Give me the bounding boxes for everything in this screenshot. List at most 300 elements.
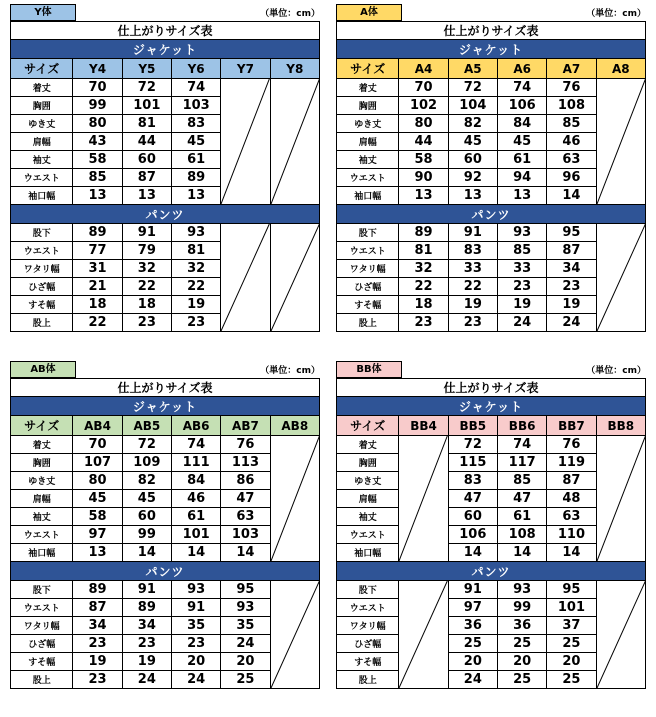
section-row <box>337 562 646 581</box>
measure-value: 13 <box>73 544 122 562</box>
measure-label: ゆき丈 <box>337 115 399 133</box>
measure-label: 着丈 <box>11 79 73 97</box>
measure-value: 24 <box>221 635 270 653</box>
measure-value: 23 <box>171 314 220 332</box>
measure-value: 101 <box>547 599 596 617</box>
na-cell <box>399 436 448 562</box>
measure-value: 80 <box>73 472 122 490</box>
measure-value: 91 <box>448 581 497 599</box>
measure-value: 23 <box>399 314 448 332</box>
size-header: A4 <box>399 59 448 79</box>
measure-label: ウエスト <box>337 599 399 617</box>
measure-value: 24 <box>171 671 220 689</box>
measure-label: 袖丈 <box>337 151 399 169</box>
measure-label: ゆき丈 <box>337 472 399 490</box>
pants-header: パンツ <box>11 205 320 224</box>
measure-value: 93 <box>171 581 220 599</box>
size-table <box>336 378 646 689</box>
size-table <box>10 378 320 689</box>
size-header: BB5 <box>448 416 497 436</box>
measure-label: 肩幅 <box>337 133 399 151</box>
measure-value: 46 <box>171 490 220 508</box>
measure-value: 23 <box>497 278 546 296</box>
measure-value: 89 <box>171 169 220 187</box>
measure-label: ウエスト <box>11 169 73 187</box>
measure-value: 106 <box>448 526 497 544</box>
size-block-y <box>10 2 320 332</box>
measure-value: 19 <box>547 296 596 314</box>
measure-value: 85 <box>547 115 596 133</box>
measure-row <box>11 436 320 454</box>
measure-label: すそ幅 <box>337 653 399 671</box>
measure-value: 14 <box>547 544 596 562</box>
measure-value: 13 <box>73 187 122 205</box>
body-type-tag: Y体 <box>10 4 76 21</box>
measure-label: 股上 <box>11 671 73 689</box>
measure-value: 90 <box>399 169 448 187</box>
size-label: サイズ <box>337 59 399 79</box>
measure-value: 14 <box>497 544 546 562</box>
measure-value: 35 <box>171 617 220 635</box>
measure-value: 99 <box>122 526 171 544</box>
measure-value: 76 <box>547 79 596 97</box>
measure-value: 21 <box>73 278 122 296</box>
measure-value: 36 <box>497 617 546 635</box>
measure-value: 74 <box>497 436 546 454</box>
measure-value: 22 <box>122 278 171 296</box>
unit-label: （単位：cm） <box>260 366 320 376</box>
measure-value: 91 <box>171 599 220 617</box>
measure-value: 103 <box>221 526 270 544</box>
size-header: Y4 <box>73 59 122 79</box>
measure-label: 股上 <box>11 314 73 332</box>
measure-value: 61 <box>497 508 546 526</box>
size-header: BB4 <box>399 416 448 436</box>
size-header: AB4 <box>73 416 122 436</box>
measure-value: 81 <box>122 115 171 133</box>
measure-value: 94 <box>497 169 546 187</box>
measure-value: 82 <box>448 115 497 133</box>
title-row <box>11 22 320 40</box>
size-label: サイズ <box>337 416 399 436</box>
measure-value: 61 <box>497 151 546 169</box>
measure-row <box>11 79 320 97</box>
measure-value: 97 <box>448 599 497 617</box>
measure-label: 袖丈 <box>337 508 399 526</box>
measure-label: 肩幅 <box>11 133 73 151</box>
measure-label: ワタリ幅 <box>337 260 399 278</box>
measure-value: 89 <box>122 599 171 617</box>
na-cell <box>270 581 319 689</box>
measure-value: 24 <box>497 314 546 332</box>
measure-value: 22 <box>73 314 122 332</box>
measure-value: 72 <box>448 79 497 97</box>
size-header-row <box>337 59 646 79</box>
measure-value: 45 <box>171 133 220 151</box>
measure-value: 97 <box>73 526 122 544</box>
measure-value: 117 <box>497 454 546 472</box>
measure-value: 23 <box>122 635 171 653</box>
na-cell <box>221 79 270 205</box>
measure-value: 18 <box>122 296 171 314</box>
measure-value: 46 <box>547 133 596 151</box>
measure-label: 股下 <box>11 224 73 242</box>
na-cell <box>270 79 319 205</box>
measure-value: 32 <box>171 260 220 278</box>
measure-value: 107 <box>73 454 122 472</box>
measure-label: ゆき丈 <box>11 472 73 490</box>
measure-value: 95 <box>221 581 270 599</box>
measure-value: 89 <box>73 581 122 599</box>
size-header: A5 <box>448 59 497 79</box>
measure-value: 44 <box>399 133 448 151</box>
measure-value: 58 <box>73 151 122 169</box>
measure-value: 85 <box>73 169 122 187</box>
measure-value: 60 <box>448 151 497 169</box>
measure-value: 24 <box>122 671 171 689</box>
body-type-tag: AB体 <box>10 361 76 378</box>
na-cell <box>399 581 448 689</box>
measure-value: 32 <box>399 260 448 278</box>
measure-label: ウエスト <box>337 169 399 187</box>
measure-label: 袖口幅 <box>337 187 399 205</box>
diagonal-slash <box>399 436 447 561</box>
measure-value: 96 <box>547 169 596 187</box>
table-title: 仕上がりサイズ表 <box>337 22 646 40</box>
measure-value: 34 <box>547 260 596 278</box>
measure-value: 87 <box>547 242 596 260</box>
measure-value: 99 <box>497 599 546 617</box>
title-row <box>337 379 646 397</box>
measure-row <box>337 79 646 97</box>
measure-value: 93 <box>497 581 546 599</box>
measure-label: ウエスト <box>337 526 399 544</box>
size-header: Y6 <box>171 59 220 79</box>
measure-value: 14 <box>547 187 596 205</box>
measure-value: 74 <box>497 79 546 97</box>
measure-value: 92 <box>448 169 497 187</box>
measure-value: 47 <box>221 490 270 508</box>
size-header: AB5 <box>122 416 171 436</box>
diagonal-slash <box>597 581 645 688</box>
measure-value: 13 <box>399 187 448 205</box>
measure-value: 113 <box>221 454 270 472</box>
measure-value: 99 <box>73 97 122 115</box>
measure-label: すそ幅 <box>11 296 73 314</box>
section-row <box>11 205 320 224</box>
measure-value: 61 <box>171 151 220 169</box>
measure-label: ウエスト <box>337 242 399 260</box>
measure-value: 18 <box>399 296 448 314</box>
measure-value: 22 <box>448 278 497 296</box>
measure-label: ゆき丈 <box>11 115 73 133</box>
measure-value: 20 <box>497 653 546 671</box>
measure-value: 44 <box>122 133 171 151</box>
measure-value: 91 <box>122 581 171 599</box>
diagonal-slash <box>271 79 319 204</box>
title-row <box>337 22 646 40</box>
measure-value: 101 <box>171 526 220 544</box>
measure-label: 肩幅 <box>337 490 399 508</box>
measure-row <box>11 224 320 242</box>
table-title: 仕上がりサイズ表 <box>11 22 320 40</box>
diagonal-slash <box>597 79 645 204</box>
na-cell <box>596 224 645 332</box>
measure-value: 24 <box>448 671 497 689</box>
measure-label: 袖口幅 <box>11 187 73 205</box>
measure-label: ワタリ幅 <box>11 260 73 278</box>
measure-value: 83 <box>171 115 220 133</box>
diagonal-slash <box>597 224 645 331</box>
measure-row <box>337 581 646 599</box>
measure-value: 14 <box>171 544 220 562</box>
size-header: Y8 <box>270 59 319 79</box>
measure-value: 74 <box>171 436 220 454</box>
table-title: 仕上がりサイズ表 <box>11 379 320 397</box>
measure-value: 87 <box>122 169 171 187</box>
measure-value: 81 <box>399 242 448 260</box>
section-row <box>337 397 646 416</box>
measure-value: 19 <box>171 296 220 314</box>
size-header: A8 <box>596 59 645 79</box>
measure-label: 股下 <box>11 581 73 599</box>
diagonal-slash <box>597 436 645 561</box>
measure-value: 89 <box>399 224 448 242</box>
measure-value: 80 <box>73 115 122 133</box>
size-header: AB7 <box>221 416 270 436</box>
section-row <box>337 40 646 59</box>
measure-value: 106 <box>497 97 546 115</box>
measure-value: 109 <box>122 454 171 472</box>
size-label: サイズ <box>11 416 73 436</box>
measure-value: 60 <box>122 508 171 526</box>
size-header: Y5 <box>122 59 171 79</box>
measure-label: ワタリ幅 <box>11 617 73 635</box>
measure-value: 45 <box>448 133 497 151</box>
measure-value: 33 <box>448 260 497 278</box>
body-type-tag: A体 <box>336 4 402 21</box>
measure-value: 87 <box>547 472 596 490</box>
measure-value: 25 <box>448 635 497 653</box>
measure-label: ひざ幅 <box>11 635 73 653</box>
unit-label: （単位：cm） <box>260 9 320 19</box>
body-type-tag: BB体 <box>336 361 402 378</box>
measure-value: 83 <box>448 242 497 260</box>
measure-value: 14 <box>122 544 171 562</box>
size-table <box>10 21 320 332</box>
measure-value: 58 <box>399 151 448 169</box>
size-block-ab <box>10 359 320 689</box>
measure-value: 58 <box>73 508 122 526</box>
measure-value: 115 <box>448 454 497 472</box>
measure-value: 63 <box>547 151 596 169</box>
jacket-header: ジャケット <box>337 397 646 416</box>
measure-value: 47 <box>497 490 546 508</box>
measure-value: 93 <box>221 599 270 617</box>
section-row <box>337 205 646 224</box>
measure-value: 14 <box>448 544 497 562</box>
diagonal-slash <box>271 581 319 688</box>
diagonal-slash <box>399 581 447 688</box>
measure-value: 91 <box>448 224 497 242</box>
measure-value: 19 <box>122 653 171 671</box>
measure-label: ワタリ幅 <box>337 617 399 635</box>
measure-value: 23 <box>73 671 122 689</box>
size-header: AB8 <box>270 416 319 436</box>
measure-value: 25 <box>221 671 270 689</box>
measure-value: 13 <box>171 187 220 205</box>
size-header-row <box>11 59 320 79</box>
measure-value: 93 <box>497 224 546 242</box>
na-cell <box>270 224 319 332</box>
measure-value: 34 <box>73 617 122 635</box>
measure-value: 83 <box>448 472 497 490</box>
size-label: サイズ <box>11 59 73 79</box>
measure-value: 61 <box>171 508 220 526</box>
diagonal-slash <box>221 224 269 331</box>
title-row <box>11 379 320 397</box>
measure-value: 32 <box>122 260 171 278</box>
pants-header: パンツ <box>11 562 320 581</box>
measure-value: 70 <box>73 436 122 454</box>
measure-label: 胸囲 <box>11 454 73 472</box>
block-header <box>336 2 646 21</box>
measure-value: 13 <box>448 187 497 205</box>
measure-value: 95 <box>547 224 596 242</box>
measure-label: 着丈 <box>337 436 399 454</box>
measure-label: すそ幅 <box>337 296 399 314</box>
measure-label: 袖口幅 <box>11 544 73 562</box>
measure-value: 108 <box>497 526 546 544</box>
measure-value: 37 <box>547 617 596 635</box>
measure-value: 102 <box>399 97 448 115</box>
measure-label: 股下 <box>337 581 399 599</box>
block-header <box>336 359 646 378</box>
measure-label: すそ幅 <box>11 653 73 671</box>
measure-value: 25 <box>547 635 596 653</box>
size-header: A7 <box>547 59 596 79</box>
measure-row <box>337 224 646 242</box>
measure-row <box>11 581 320 599</box>
measure-value: 89 <box>73 224 122 242</box>
measure-value: 23 <box>448 314 497 332</box>
size-block-bb <box>336 359 646 689</box>
size-header-row <box>11 416 320 436</box>
measure-value: 18 <box>73 296 122 314</box>
measure-value: 108 <box>547 97 596 115</box>
jacket-header: ジャケット <box>11 40 320 59</box>
measure-value: 31 <box>73 260 122 278</box>
measure-label: 袖丈 <box>11 151 73 169</box>
measure-value: 119 <box>547 454 596 472</box>
na-cell <box>221 224 270 332</box>
measure-value: 20 <box>221 653 270 671</box>
measure-label: 胸囲 <box>11 97 73 115</box>
measure-label: 胸囲 <box>337 454 399 472</box>
measure-label: ウエスト <box>11 526 73 544</box>
measure-value: 36 <box>448 617 497 635</box>
measure-label: ウエスト <box>11 599 73 617</box>
measure-value: 25 <box>497 635 546 653</box>
measure-value: 19 <box>448 296 497 314</box>
measure-value: 85 <box>497 242 546 260</box>
measure-value: 20 <box>448 653 497 671</box>
measure-value: 70 <box>399 79 448 97</box>
measure-label: 胸囲 <box>337 97 399 115</box>
measure-value: 13 <box>122 187 171 205</box>
measure-value: 84 <box>171 472 220 490</box>
measure-value: 24 <box>547 314 596 332</box>
measure-value: 85 <box>497 472 546 490</box>
measure-label: 股下 <box>337 224 399 242</box>
measure-value: 60 <box>448 508 497 526</box>
measure-value: 47 <box>448 490 497 508</box>
unit-label: （単位：cm） <box>586 366 646 376</box>
jacket-header: ジャケット <box>11 397 320 416</box>
size-header: BB8 <box>596 416 645 436</box>
measure-value: 91 <box>122 224 171 242</box>
measure-value: 81 <box>171 242 220 260</box>
measure-value: 77 <box>73 242 122 260</box>
pants-header: パンツ <box>337 562 646 581</box>
section-row <box>11 397 320 416</box>
measure-value: 43 <box>73 133 122 151</box>
na-cell <box>596 79 645 205</box>
na-cell <box>270 436 319 562</box>
measure-value: 33 <box>497 260 546 278</box>
section-row <box>11 562 320 581</box>
measure-value: 23 <box>122 314 171 332</box>
size-table <box>336 21 646 332</box>
block-header <box>10 359 320 378</box>
measure-row <box>337 436 646 454</box>
measure-label: 肩幅 <box>11 490 73 508</box>
size-header: A6 <box>497 59 546 79</box>
block-header <box>10 2 320 21</box>
measure-value: 84 <box>497 115 546 133</box>
measure-label: 股上 <box>337 671 399 689</box>
measure-value: 79 <box>122 242 171 260</box>
measure-label: 股上 <box>337 314 399 332</box>
measure-value: 23 <box>171 635 220 653</box>
measure-value: 63 <box>221 508 270 526</box>
na-cell <box>596 436 645 562</box>
pants-header: パンツ <box>337 205 646 224</box>
measure-label: ひざ幅 <box>337 278 399 296</box>
measure-value: 103 <box>171 97 220 115</box>
measure-value: 80 <box>399 115 448 133</box>
measure-value: 110 <box>547 526 596 544</box>
measure-value: 95 <box>547 581 596 599</box>
measure-value: 23 <box>547 278 596 296</box>
measure-value: 13 <box>497 187 546 205</box>
measure-value: 111 <box>171 454 220 472</box>
measure-value: 35 <box>221 617 270 635</box>
measure-value: 25 <box>547 671 596 689</box>
measure-value: 25 <box>497 671 546 689</box>
measure-value: 45 <box>497 133 546 151</box>
diagonal-slash <box>271 224 319 331</box>
measure-value: 19 <box>73 653 122 671</box>
size-header: BB6 <box>497 416 546 436</box>
measure-value: 101 <box>122 97 171 115</box>
measure-value: 14 <box>221 544 270 562</box>
measure-label: 袖丈 <box>11 508 73 526</box>
measure-value: 104 <box>448 97 497 115</box>
measure-label: ひざ幅 <box>11 278 73 296</box>
measure-value: 63 <box>547 508 596 526</box>
measure-label: 着丈 <box>11 436 73 454</box>
